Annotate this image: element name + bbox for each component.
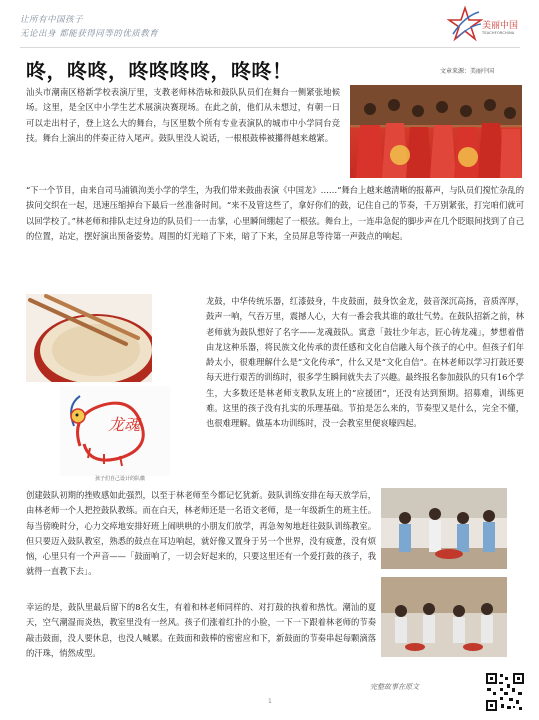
article-title: 咚，咚咚，咚咚咚咚，咚咚！ bbox=[26, 59, 293, 83]
drum-photo bbox=[26, 294, 152, 382]
drawing-dragon-text: 龙魂 bbox=[108, 415, 141, 434]
full-story-note: 完整故事在原文 bbox=[370, 683, 419, 691]
team-badge-drawing bbox=[60, 386, 170, 476]
drawing-caption: 孩子们自己设计的队徽 bbox=[95, 476, 146, 482]
header-divider bbox=[20, 47, 520, 48]
paragraph-5: 幸运的是，鼓队里最后留下的8名女生，有着和林老师同样的、对打鼓的执着和热忱。潮汕的夏天，空气潮湿而炎热，教室里没有一丝风。孩子们涨着红扑的小脸，一下一下跟着林老师的节奏敲击鼓面，没人要休息，也没人喊累。在鼓面和鼓棒的密密应和下，新鼓面的节奏串起每颗滴落的汗珠，悄然成型。 bbox=[26, 602, 376, 658]
header-tagline-2: 无论出身 都能获得同等的优质教育 bbox=[20, 29, 159, 39]
paragraph-1: 汕头市潮南区格新学校表演厅里，支教老师林浩咏和鼓队队员们在舞台一侧紧张地候场。这里，是全区中小学生艺术展演决赛现场。在此之前，他们从未想过，有朝一日可以走出村子，登上这么大的舞台，与区里数个所有专业表演队的城市中小学同台竞技。舞台上演出的伴奏正待入尾声。鼓队里没人说话，一根根鼓棒被攥得越来越紧。 bbox=[26, 87, 340, 143]
paragraph-3: 龙鼓，中华传统乐器，红漆鼓身，牛皮鼓面，鼓身饮金龙，鼓音深沉高扬，音质浑厚，鼓声一响，气吞万里，震撼人心，大有一番会我其谁的敢壮气势。在鼓队招新之前，林老师就为鼓队想好了名字——龙魂鼓队。寓意「鼓壮少年志，匠心铸龙魂」，梦想着借由龙这种乐器，将民族文化传承的责任感和文化自信融入每个孩子的心中。但孩子们年龄太小，很难理解什么是“文化传承”，什么又是“文化自信”。在林老师以学习打鼓还要每天进行艰苦的训练时，很多学生瞬间就失去了兴趣。最终报名参加鼓队的只有16个学生，大多数还是林老师支教队友班上的“应援团”，还没有达到预期。招募难，训练更难。这里的孩子没有扎实的乐理基础。节拍是怎么来的，节奏型又是什么，完全不懂，也很难理解。做基本功训练时，没一会教室里便哀嚎四起。 bbox=[206, 296, 524, 429]
performers-photo bbox=[350, 85, 522, 178]
paragraph-2: “下一个节目，由来自司马浦镇泃美小学的学生，为我们带来鼓曲表演《中国龙》……”舞台上越来越清晰的报幕声，与队员们搅忙杂乱的拔问交织在一起，迅速压缩掉台下最后一丝准备时间。“来不及管这些了，拿好你们的鼓，记住自己的节奏，千万别紧张，打完咱们就可以回学校了。”林老师和排队走过身边的队员们一一击掌，心里瞬间绷起了一根弦。舞台上，一连串急促的脚步声在几个眨眼间找到了自己的位置，站定，摆好演出预备姿势。周围的灯光暗了下来，暗了下来，全员屏息等待第一声鼓点的响起。 bbox=[26, 185, 524, 241]
logo-english-name: TEACHFORCHINA bbox=[482, 31, 515, 35]
classroom-photo-2 bbox=[381, 577, 507, 657]
paragraph-4: 创建鼓队初期的挫败感如此强烈，以至于林老师至今都记忆犹新。鼓队训练安排在每天放学后，由林老师一个人把控鼓队教练。而在白天，林老师还是一名语文老师，是一年级新生的班主任。每当傍晚时分，心力交瘁地安排好班上闹哄哄的小朋友们放学，再急匆匆地赶往鼓队训练教室。但只要迈入鼓队教室，熟悉的鼓点在耳边响起，就好像又置身于另一个世界，没有疲惫，没有烦恼，心里只有一个声音——「鼓面响了，一切会好起来的，只要这里还有一个爱打鼓的孩子，我就得一直教下去」。 bbox=[26, 490, 376, 577]
classroom-photo-1 bbox=[381, 488, 507, 569]
logo-chinese-name: 美丽中国 bbox=[482, 21, 519, 31]
page-number: 1 bbox=[268, 698, 272, 705]
header-tagline-1: 让所有中国孩子 bbox=[20, 15, 84, 25]
qr-code-icon bbox=[485, 672, 525, 712]
article-source: 文章来源：美丽中国 bbox=[440, 68, 495, 75]
page-header bbox=[0, 0, 539, 50]
